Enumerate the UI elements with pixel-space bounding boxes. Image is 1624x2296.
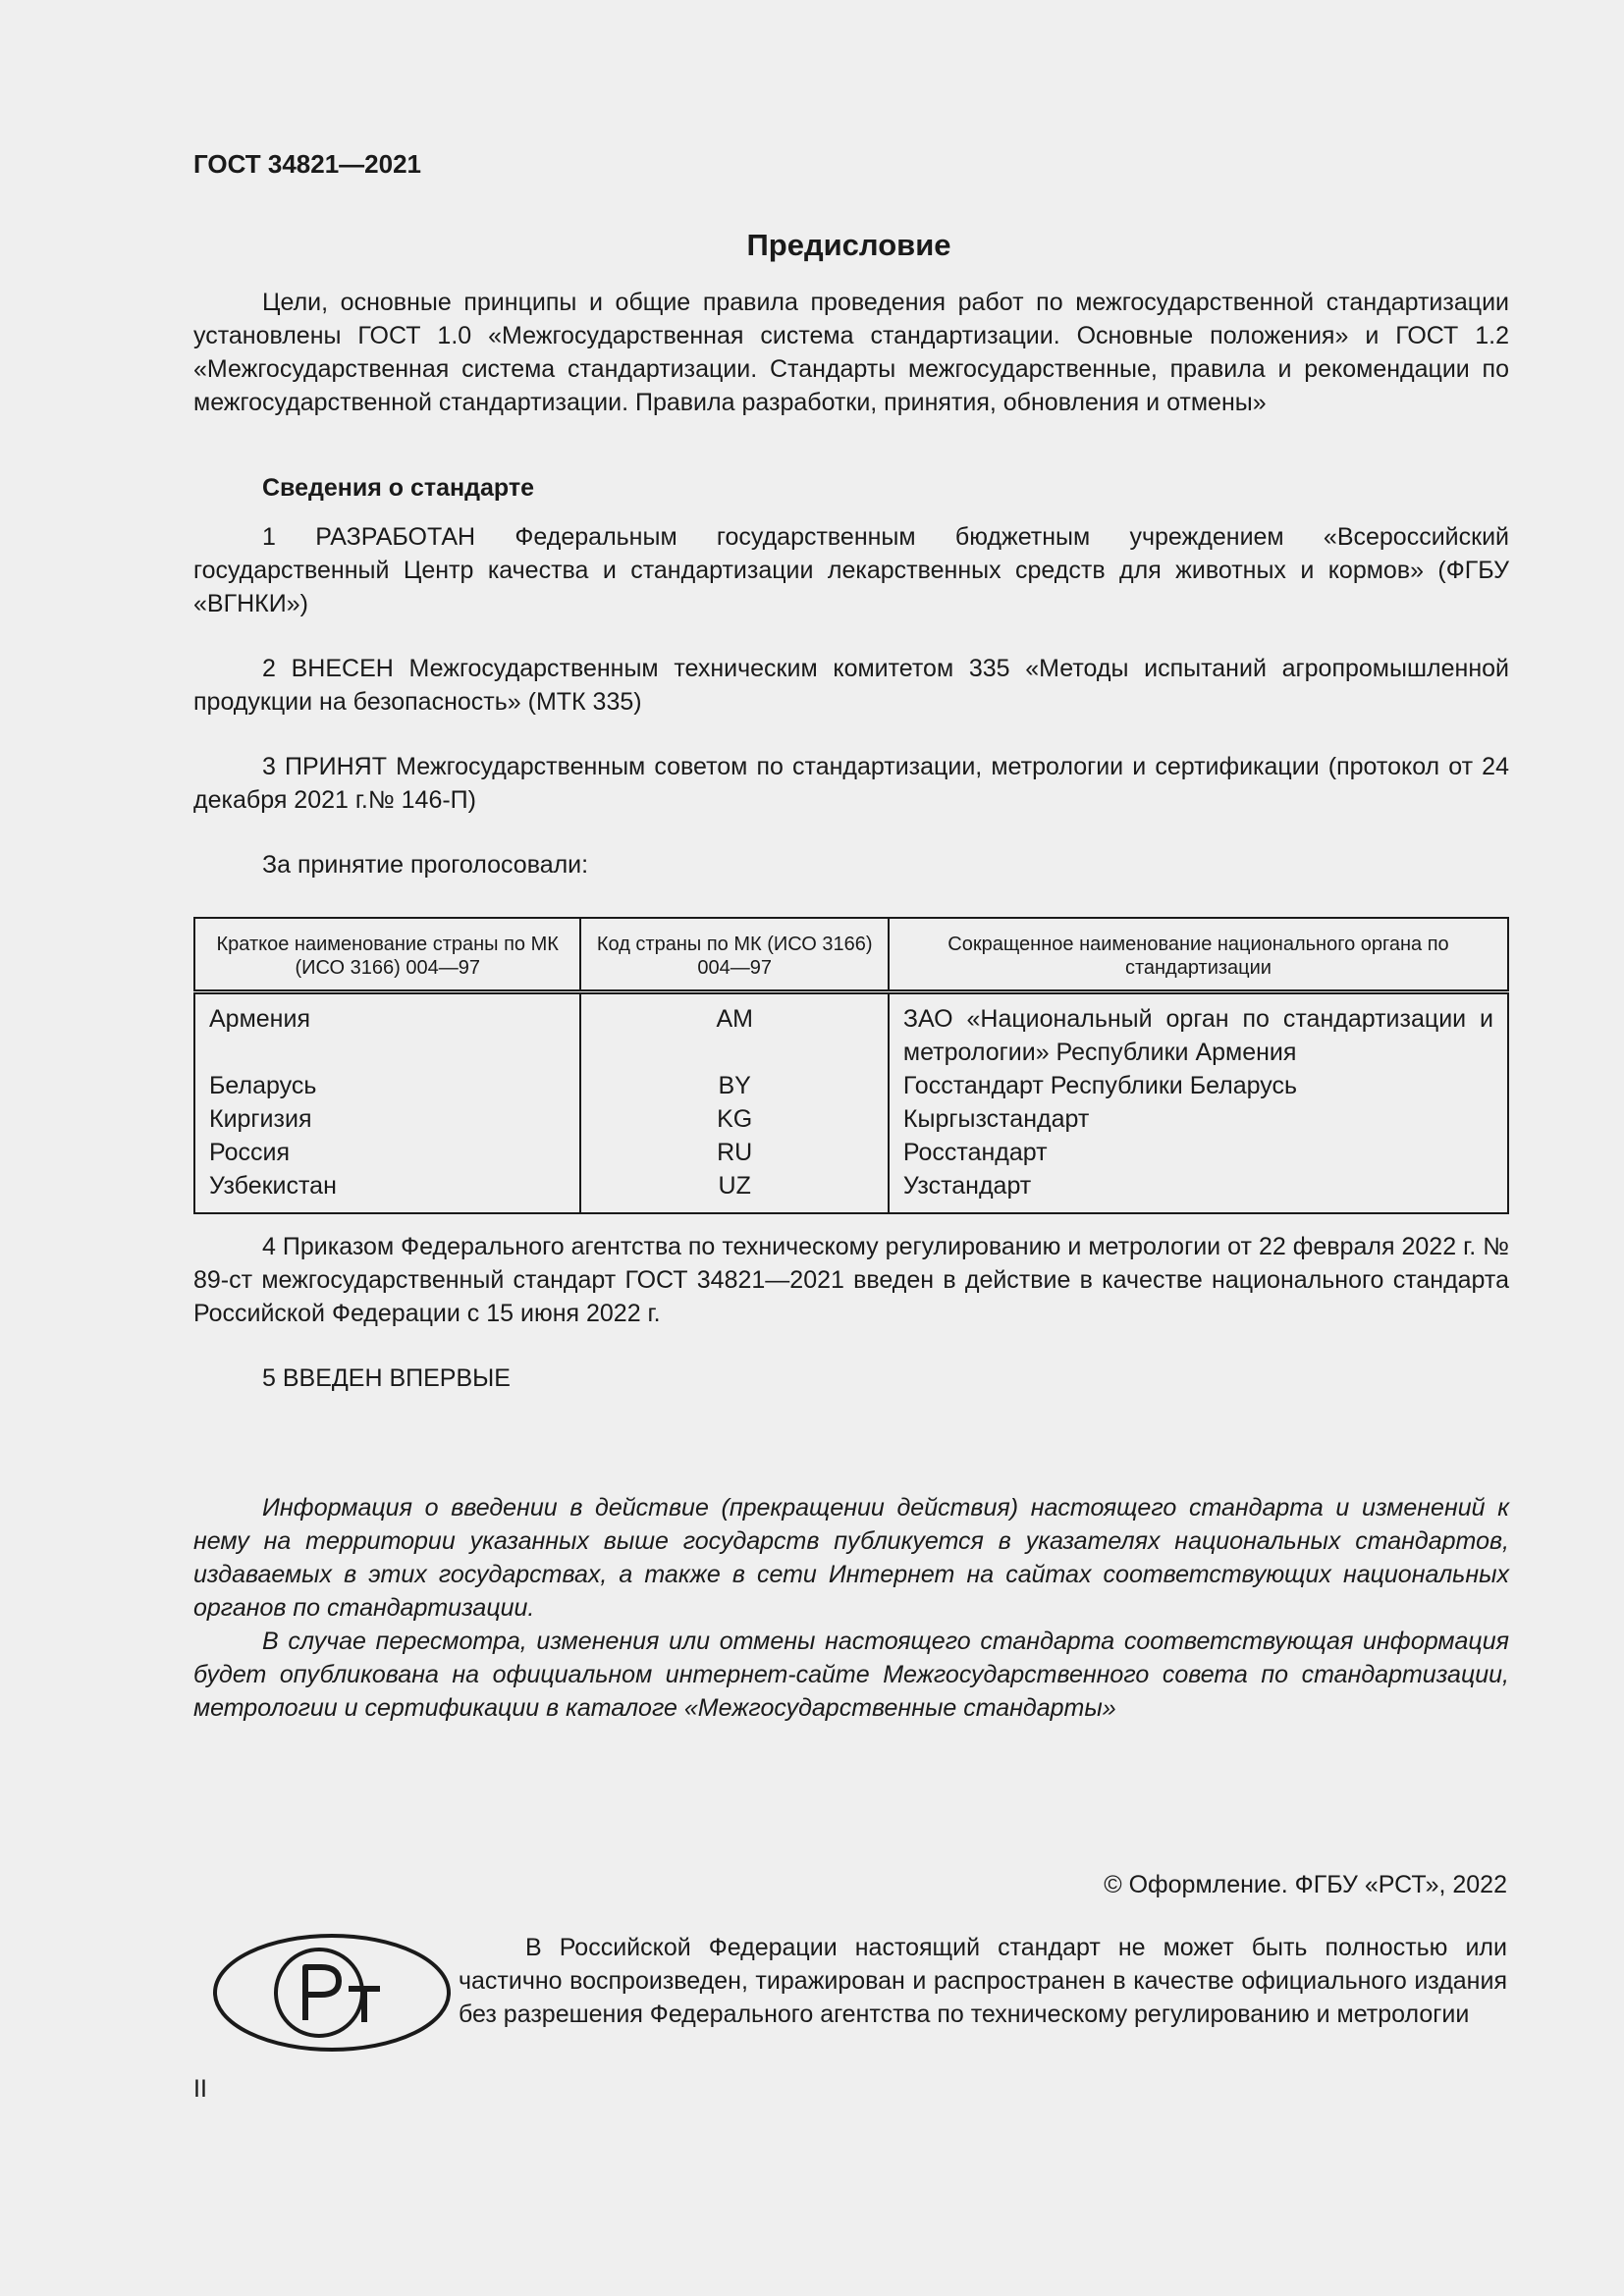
header-country: Краткое наименование страны по МК (ИСО 3166) 004—97 — [194, 918, 580, 992]
country-cell: Армения — [194, 992, 580, 1070]
country-cell: Киргизия — [194, 1102, 580, 1136]
table-row — [194, 1069, 1508, 1102]
notice-paragraph-1: Информация о введении в действие (прекращении действия) настоящего стандарта и изменений к нему на территории указанных выше государств публикуется в указателях национальных стандартов, издаваемых в этих государствах, а также в сети Интернет на сайтах соответствующих национальных органов по стандартизации. — [193, 1494, 1509, 1622]
table-header-row — [194, 918, 1508, 992]
info-heading: Сведения о стандарте — [262, 474, 535, 502]
rst-logo-icon — [211, 1932, 453, 2054]
info-item-3: 3 ПРИНЯТ Межгосударственным советом по стандартизации, метрологии и сертификации (протокол от 24 декабря 2021 г.№ 146-П) — [193, 753, 1509, 814]
table-row — [194, 1102, 1508, 1136]
info-item-2: 2 ВНЕСЕН Межгосударственным техническим комитетом 335 «Методы испытаний агропромышленной продукции на безопасность» (МТК 335) — [193, 655, 1509, 716]
country-cell: Россия — [194, 1136, 580, 1169]
doc-number: ГОСТ 34821—2021 — [193, 149, 421, 179]
body-cell: Узстандарт — [902, 1172, 1032, 1200]
code-cell: UZ — [580, 1169, 888, 1213]
body-cell: Росстандарт — [902, 1139, 1048, 1166]
table-row — [194, 992, 1508, 1070]
copyright: © Оформление. ФГБУ «РСТ», 2022 — [1104, 1871, 1507, 1898]
rights-notice: В Российской Федерации настоящий стандарт не может быть полностью или частично воспроизведен, тиражирован и распространен в качестве официального издания без разрешения Федерального агентства по техническому регулированию и метрологии — [459, 1934, 1507, 2028]
code-cell: RU — [580, 1136, 888, 1169]
header-body: Сокращенное наименование национального органа по стандартизации — [947, 934, 1449, 979]
body-cell: Кыргызстандарт — [902, 1105, 1090, 1133]
info-item-4: 4 Приказом Федерального агентства по техническому регулированию и метрологии от 22 февраля 2022 г. № 89-ст межгосударственный стандарт ГОСТ 34821—2021 введен в действие в качестве национального стандарта Российской Федерации с 15 июня 2022 г. — [193, 1233, 1509, 1327]
country-cell: Беларусь — [194, 1069, 580, 1102]
table-row — [194, 1169, 1508, 1213]
notice-paragraph-2: В случае пересмотра, изменения или отмены настоящего стандарта соответствующая информация будет опубликована на официальном интернет-сайте Межгосударственного совета по стандартизации, метрологии и сертификации в каталоге «Межгосударственные стандарты» — [193, 1628, 1509, 1722]
preface-intro: Цели, основные принципы и общие правила проведения работ по межгосударственной стандартизации установлены ГОСТ 1.0 «Межгосударственная система стандартизации. Основные положения» и ГОСТ 1.2 «Межгосударственная система стандартизации. Стандарты межгосударственные, правила и рекомендации по межгосударственной стандартизации. Правила разработки, принятия, обновления и отмены» — [193, 289, 1509, 416]
body-cell: ЗАО «Национальный орган по стандартизации и метрологии» Республики Армения — [902, 1005, 1493, 1066]
info-item-1: 1 РАЗРАБОТАН Федеральным государственным бюджетным учреждением «Всероссийский государственный Центр качества и стандартизации лекарственных средств для животных и кормов» (ФГБУ «ВГНКИ») — [193, 523, 1509, 617]
preface-title: Предисловие — [746, 228, 951, 262]
voted-caption: За принятие проголосовали: — [262, 851, 589, 879]
country-cell: Узбекистан — [194, 1169, 580, 1213]
page-number: II — [193, 2075, 207, 2103]
code-cell: AM — [580, 992, 888, 1070]
code-cell: KG — [580, 1102, 888, 1136]
voting-table — [193, 917, 1509, 1214]
table-row — [194, 1136, 1508, 1169]
code-cell: BY — [580, 1069, 888, 1102]
body-cell: Госстандарт Республики Беларусь — [902, 1072, 1298, 1099]
header-code: Код страны по МК (ИСО 3166) 004—97 — [580, 918, 888, 992]
info-item-5: 5 ВВЕДЕН ВПЕРВЫЕ — [262, 1364, 511, 1392]
